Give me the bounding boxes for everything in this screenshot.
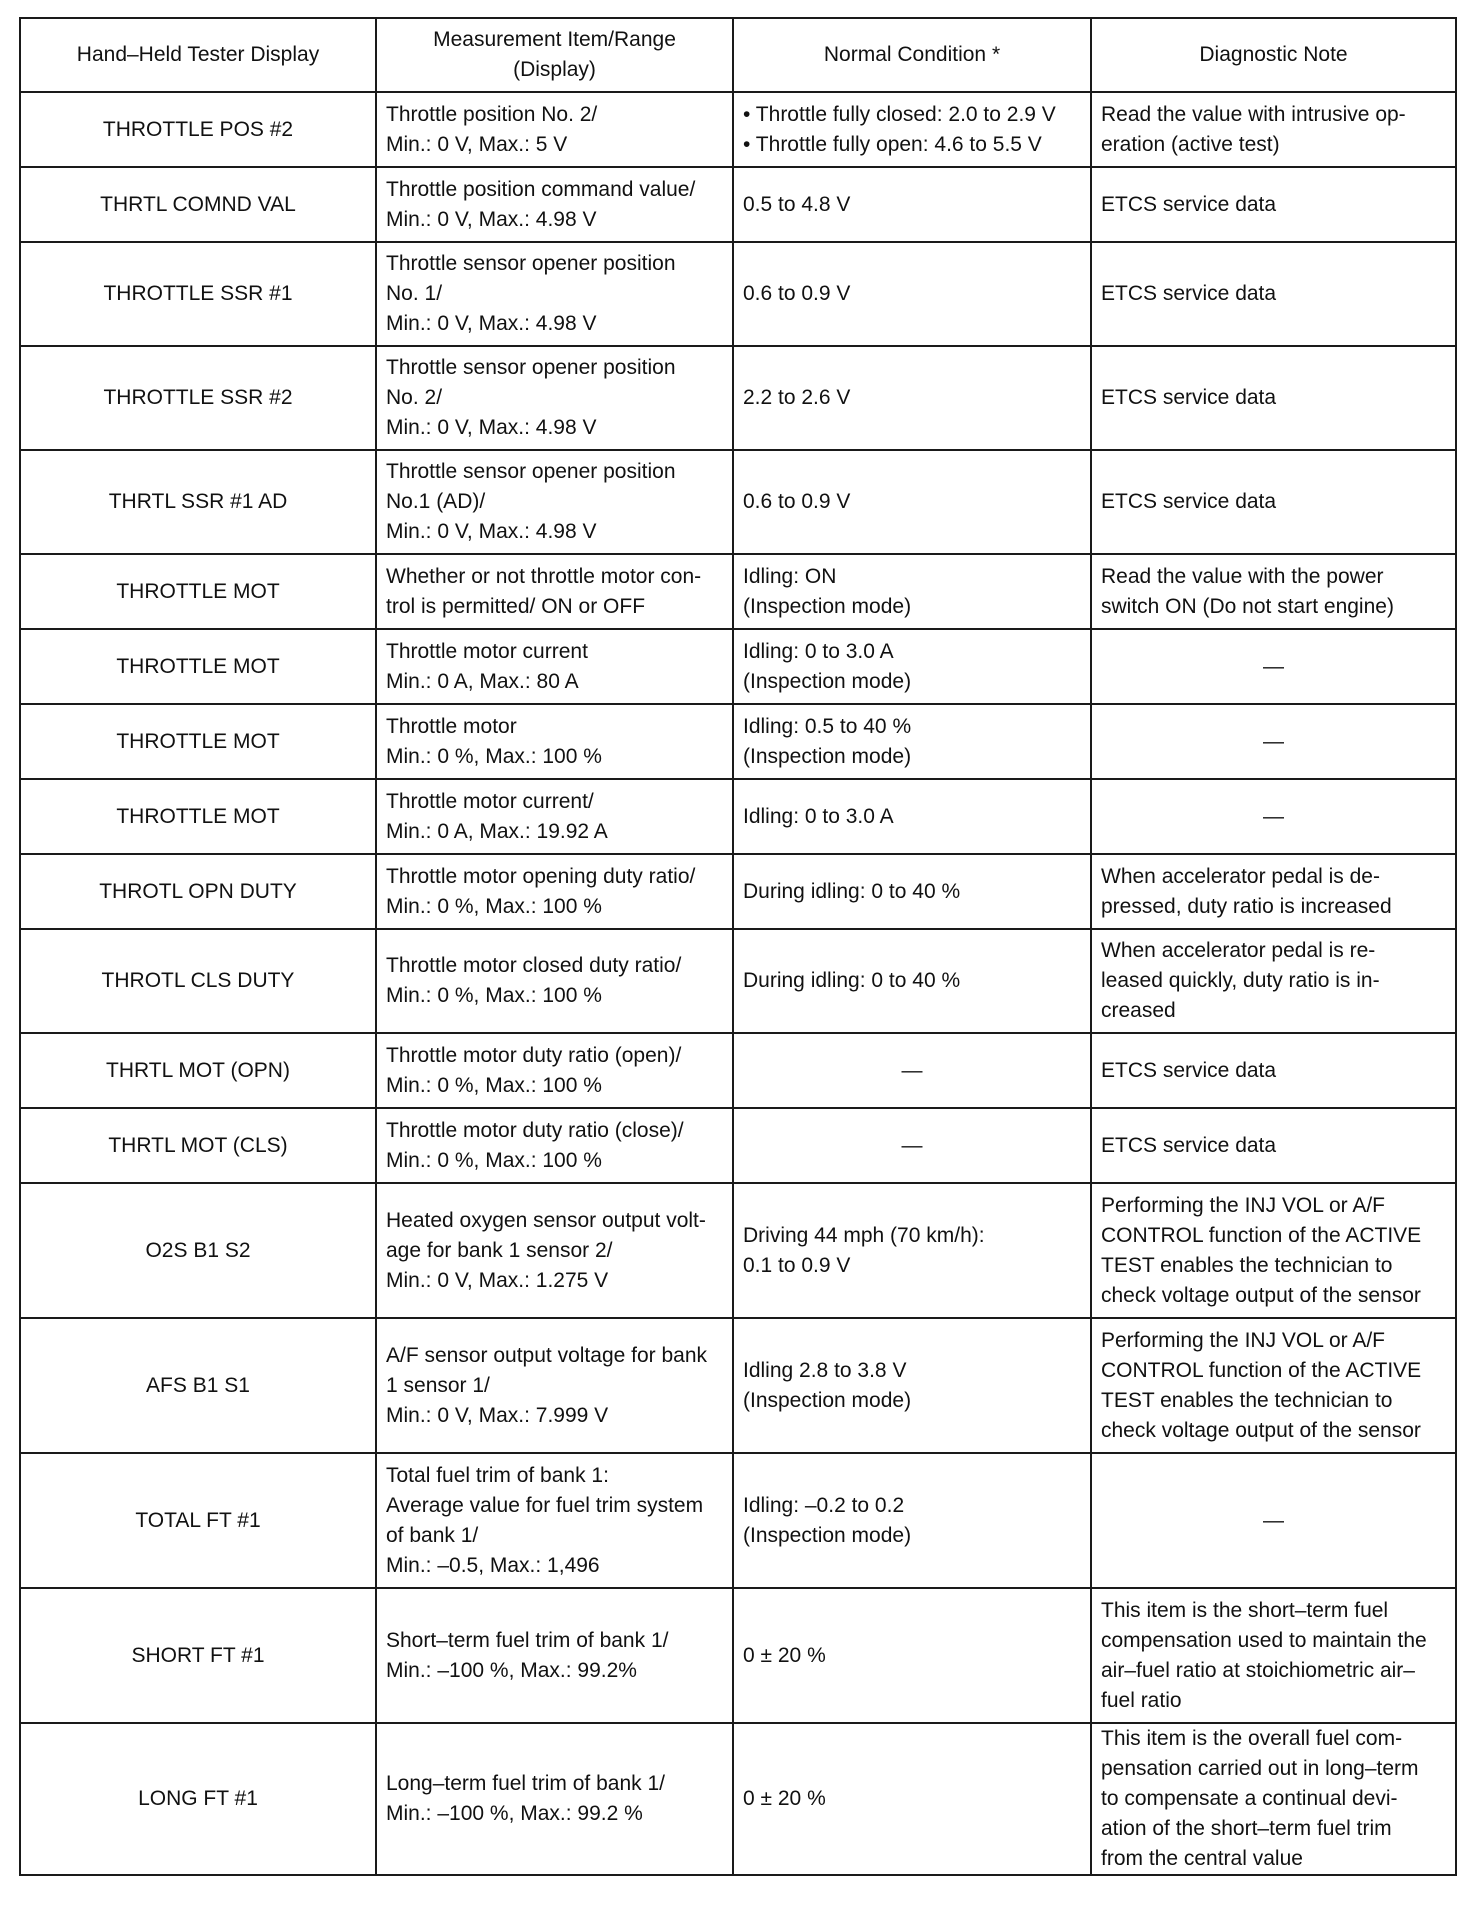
cell-text-line: 0.6 to 0.9 V [743,282,851,305]
diagnostic-note-cell [1091,629,1456,704]
measurement-item-cell [376,1183,733,1318]
diagnostic-note-cell [1091,346,1456,450]
diagnostic-note-cell [1091,450,1456,554]
cell-text-line: Throttle sensor opener position [386,460,676,483]
cell-text-line: trol is permitted/ ON or OFF [386,594,646,618]
cell-text-line: ETCS service data [1101,490,1277,513]
cell-text-line: air–fuel ratio at stoichiometric air– [1101,1658,1415,1682]
cell-text-line: ETCS service data [1101,192,1277,216]
cell-text-line: eration (active test) [1101,132,1280,156]
cell-text-line: 0 ± 20 % [743,1643,826,1667]
cell-text-line: TEST enables the technician to [1101,1253,1393,1277]
table-row [20,704,1456,779]
normal-condition-cell [733,242,1091,346]
table-body [20,92,1456,1875]
header-text: (Display) [513,58,596,81]
table-row [20,929,1456,1033]
measurement-item-cell [376,554,733,629]
normal-condition-cell [733,704,1091,779]
cell-text-line: Min.: –0.5, Max.: 1,496 [386,1553,600,1577]
cell-text-line: 0.1 to 0.9 V [743,1253,851,1277]
normal-condition-cell [733,346,1091,450]
normal-condition-cell [733,779,1091,854]
cell-text-line: Read the value with intrusive op- [1101,102,1406,126]
normal-condition-cell [733,1318,1091,1453]
header-text: Measurement Item/Range [433,28,676,51]
cell-text-line: Long–term fuel trim of bank 1/ [386,1772,665,1795]
table-row [20,1183,1456,1318]
cell-text-line: CONTROL function of the ACTIVE [1101,1358,1422,1382]
cell-text-line: Min.: 0 %, Max.: 100 % [386,744,602,768]
cell-text-line: Idling: 0 to 3.0 A [743,804,894,828]
cell-text-line: Throttle motor duty ratio (open)/ [386,1043,682,1067]
measurement-item-cell [376,450,733,554]
normal-condition-cell [733,854,1091,929]
tester-display-cell: THROTL OPN DUTY [20,854,376,929]
measurement-item-cell [376,242,733,346]
diagnostic-note-cell [1091,1183,1456,1318]
normal-condition-cell [733,629,1091,704]
cell-text-line: Driving 44 mph (70 km/h): [743,1223,985,1247]
cell-text-line: During idling: 0 to 40 % [743,969,961,992]
cell-text-line: Idling: 0.5 to 40 % [743,714,912,738]
cell-text-line: No. 1/ [386,282,443,305]
cell-text-line: Min.: 0 V, Max.: 4.98 V [386,416,597,439]
cell-text-line: Throttle sensor opener position [386,252,676,275]
measurement-item-cell [376,1588,733,1723]
normal-condition-cell [733,554,1091,629]
table-row [20,346,1456,450]
column-header [1091,18,1456,92]
cell-text-line: Throttle motor duty ratio (close)/ [386,1118,684,1142]
cell-text-line: Min.: 0 V, Max.: 4.98 V [386,207,597,231]
cell-text-line: This item is the short–term fuel [1101,1598,1389,1622]
measurement-item-cell [376,1108,733,1183]
diagnostic-note-cell [1091,92,1456,167]
cell-text-line: Min.: 0 V, Max.: 4.98 V [386,312,597,335]
cell-text-line: Min.: 0 V, Max.: 4.98 V [386,520,597,543]
normal-condition-cell [733,1723,1091,1875]
cell-text-line: fuel ratio [1101,1688,1182,1712]
cell-text-line: 0.6 to 0.9 V [743,490,851,513]
cell-text-line: creased [1101,999,1176,1022]
tester-display-cell: THRTL MOT (CLS) [20,1108,376,1183]
table-row [20,92,1456,167]
measurement-item-cell [376,854,733,929]
cell-text-line: (Inspection mode) [743,1388,912,1412]
cell-text-line: (Inspection mode) [743,594,912,618]
header-text: Diagnostic Note [1199,43,1348,66]
cell-text-line: Throttle motor current/ [386,789,594,813]
measurement-item-cell [376,1318,733,1453]
tester-display-cell: THROTTLE MOT [20,704,376,779]
cell-text-line: Throttle sensor opener position [386,356,676,379]
cell-text-line: Throttle position command value/ [386,177,696,201]
cell-text-line: switch ON (Do not start engine) [1101,594,1394,618]
cell-text-line: Idling: ON [743,564,837,588]
cell-text-line: Idling: 0 to 3.0 A [743,639,894,663]
measurement-item-cell [376,1723,733,1875]
cell-text-line: of bank 1/ [386,1523,479,1547]
cell-text-line: When accelerator pedal is re- [1101,939,1376,962]
cell-text-line: (Inspection mode) [743,744,912,768]
measurement-item-cell [376,929,733,1033]
header-text: Hand–Held Tester Display [76,43,320,66]
tester-display-cell: THRTL COMND VAL [20,167,376,242]
diagnostic-note-cell [1091,1723,1456,1875]
cell-text-line: (Inspection mode) [743,1523,912,1547]
table-row [20,779,1456,854]
cell-text-line: leased quickly, duty ratio is in- [1101,969,1380,992]
normal-condition-cell [733,929,1091,1033]
tester-display-cell: THROTL CLS DUTY [20,929,376,1033]
measurement-item-cell [376,346,733,450]
cell-text-line: — [901,1133,923,1157]
cell-text-line: Throttle motor opening duty ratio/ [386,864,696,888]
tester-display-cell: THRTL MOT (OPN) [20,1033,376,1108]
cell-text-line: pressed, duty ratio is increased [1101,894,1392,918]
tester-display-cell: THRTL SSR #1 AD [20,450,376,554]
cell-text-line: Throttle position No. 2/ [386,102,598,126]
normal-condition-cell [733,1183,1091,1318]
tester-display-cell: THROTTLE MOT [20,629,376,704]
cell-text-line: (Inspection mode) [743,669,912,693]
table-row [20,1723,1456,1875]
cell-text-line: Read the value with the power [1101,564,1384,588]
cell-text-line: age for bank 1 sensor 2/ [386,1238,613,1262]
measurement-item-cell [376,1453,733,1588]
cell-text-line: This item is the overall fuel com- [1101,1727,1403,1750]
column-header [20,18,376,92]
measurement-item-cell [376,629,733,704]
normal-condition-cell [733,1033,1091,1108]
table-row [20,854,1456,929]
table-row [20,450,1456,554]
cell-text-line: Idling: –0.2 to 0.2 [743,1493,905,1517]
cell-text-line: 1 sensor 1/ [386,1373,490,1397]
normal-condition-cell [733,1588,1091,1723]
diagnostic-note-cell [1091,854,1456,929]
tester-display-cell: TOTAL FT #1 [20,1453,376,1588]
diagnostic-note-cell [1091,554,1456,629]
cell-text-line: No.1 (AD)/ [386,490,486,513]
cell-text-line: ation of the short–term fuel trim [1101,1817,1392,1840]
table-row [20,1318,1456,1453]
tester-display-cell: THROTTLE MOT [20,779,376,854]
cell-text-line: Min.: 0 %, Max.: 100 % [386,984,602,1007]
cell-text-line: from the central value [1101,1847,1303,1870]
cell-text-line: — [1263,1508,1284,1532]
tester-display-cell: THROTTLE POS #2 [20,92,376,167]
cell-text-line: Average value for fuel trim system [386,1493,704,1517]
table-row [20,1588,1456,1723]
measurement-item-cell [376,704,733,779]
cell-text-line: — [1263,729,1284,753]
cell-text-line: 0.5 to 4.8 V [743,192,851,216]
diagnostic-note-cell [1091,1033,1456,1108]
table-row [20,242,1456,346]
tester-display-cell: LONG FT #1 [20,1723,376,1875]
diagnostic-note-cell [1091,704,1456,779]
cell-text-line: Short–term fuel trim of bank 1/ [386,1628,669,1652]
table-row [20,1108,1456,1183]
cell-text-line: pensation carried out in long–term [1101,1757,1419,1780]
cell-text-line: Throttle motor closed duty ratio/ [386,954,682,977]
column-header [733,18,1091,92]
cell-text-line: CONTROL function of the ACTIVE [1101,1223,1422,1247]
normal-condition-cell [733,167,1091,242]
tester-display-cell: THROTTLE MOT [20,554,376,629]
cell-text-line: Min.: –100 %, Max.: 99.2 % [386,1802,643,1825]
diagnostic-note-cell [1091,167,1456,242]
cell-text-line: Performing the INJ VOL or A/F [1101,1328,1385,1352]
cell-text-line: Min.: 0 V, Max.: 5 V [386,132,568,156]
cell-text-line: — [1263,654,1284,678]
cell-text-line: Min.: 0 V, Max.: 7.999 V [386,1403,609,1427]
cell-text-line: ETCS service data [1101,1133,1277,1157]
cell-text-line: During idling: 0 to 40 % [743,879,961,903]
cell-text-line: compensation used to maintain the [1101,1628,1427,1652]
cell-text-line: check voltage output of the sensor [1101,1283,1421,1307]
normal-condition-cell [733,1108,1091,1183]
tester-display-cell: THROTTLE SSR #2 [20,346,376,450]
diagnostic-note-cell [1091,1588,1456,1723]
table-row [20,167,1456,242]
table-row [20,629,1456,704]
cell-text-line: When accelerator pedal is de- [1101,864,1380,888]
measurement-item-cell [376,92,733,167]
cell-text-line: Min.: –100 %, Max.: 99.2% [386,1658,637,1682]
normal-condition-cell [733,450,1091,554]
cell-text-line: Min.: 0 %, Max.: 100 % [386,1148,602,1172]
cell-text-line: ETCS service data [1101,1058,1277,1082]
cell-text-line: check voltage output of the sensor [1101,1418,1421,1442]
cell-text-line: ETCS service data [1101,282,1277,305]
cell-text-line: — [901,1058,923,1082]
cell-text-line: to compensate a continual devi- [1101,1787,1398,1810]
normal-condition-cell [733,1453,1091,1588]
cell-text-line: A/F sensor output voltage for bank [386,1343,708,1367]
cell-text-line: Idling 2.8 to 3.8 V [743,1358,907,1382]
tester-display-cell: SHORT FT #1 [20,1588,376,1723]
tester-display-cell: THROTTLE SSR #1 [20,242,376,346]
cell-text-line: Min.: 0 %, Max.: 100 % [386,1073,602,1097]
cell-text-line: Min.: 0 A, Max.: 80 A [386,669,579,693]
cell-text-line: Throttle motor current [386,639,588,663]
cell-text-line: — [1263,804,1284,828]
diagnostic-note-cell [1091,779,1456,854]
normal-condition-cell [733,92,1091,167]
data-list-table [19,17,1457,1876]
cell-text-line: 2.2 to 2.6 V [743,386,851,409]
diagnostic-note-cell [1091,929,1456,1033]
cell-text-line: Min.: 0 A, Max.: 19.92 A [386,819,608,843]
diagnostic-note-cell [1091,242,1456,346]
measurement-item-cell [376,1033,733,1108]
diagnostic-note-cell [1091,1108,1456,1183]
cell-text-line: Min.: 0 %, Max.: 100 % [386,894,602,918]
table-header-row [20,18,1456,92]
cell-text-line: • Throttle fully closed: 2.0 to 2.9 V [743,102,1056,126]
cell-text-line: Total fuel trim of bank 1: [386,1463,609,1487]
cell-text-line: ETCS service data [1101,386,1277,409]
table-row [20,1453,1456,1588]
cell-text-line: No. 2/ [386,386,443,409]
cell-text-line: 0 ± 20 % [743,1787,826,1810]
tester-display-cell: O2S B1 S2 [20,1183,376,1318]
cell-text-line: • Throttle fully open: 4.6 to 5.5 V [743,132,1042,156]
cell-text-line: Heated oxygen sensor output volt- [386,1208,706,1232]
cell-text-line: Whether or not throttle motor con- [386,564,702,588]
measurement-item-cell [376,167,733,242]
diagnostic-note-cell [1091,1318,1456,1453]
header-text: Normal Condition * [823,43,1001,66]
tester-display-cell: AFS B1 S1 [20,1318,376,1453]
table-row [20,1033,1456,1108]
cell-text-line: Throttle motor [386,714,517,738]
cell-text-line: Min.: 0 V, Max.: 1.275 V [386,1268,609,1292]
measurement-item-cell [376,779,733,854]
cell-text-line: Performing the INJ VOL or A/F [1101,1193,1385,1217]
table-row [20,554,1456,629]
column-header [376,18,733,92]
diagnostic-note-cell [1091,1453,1456,1588]
cell-text-line: TEST enables the technician to [1101,1388,1393,1412]
